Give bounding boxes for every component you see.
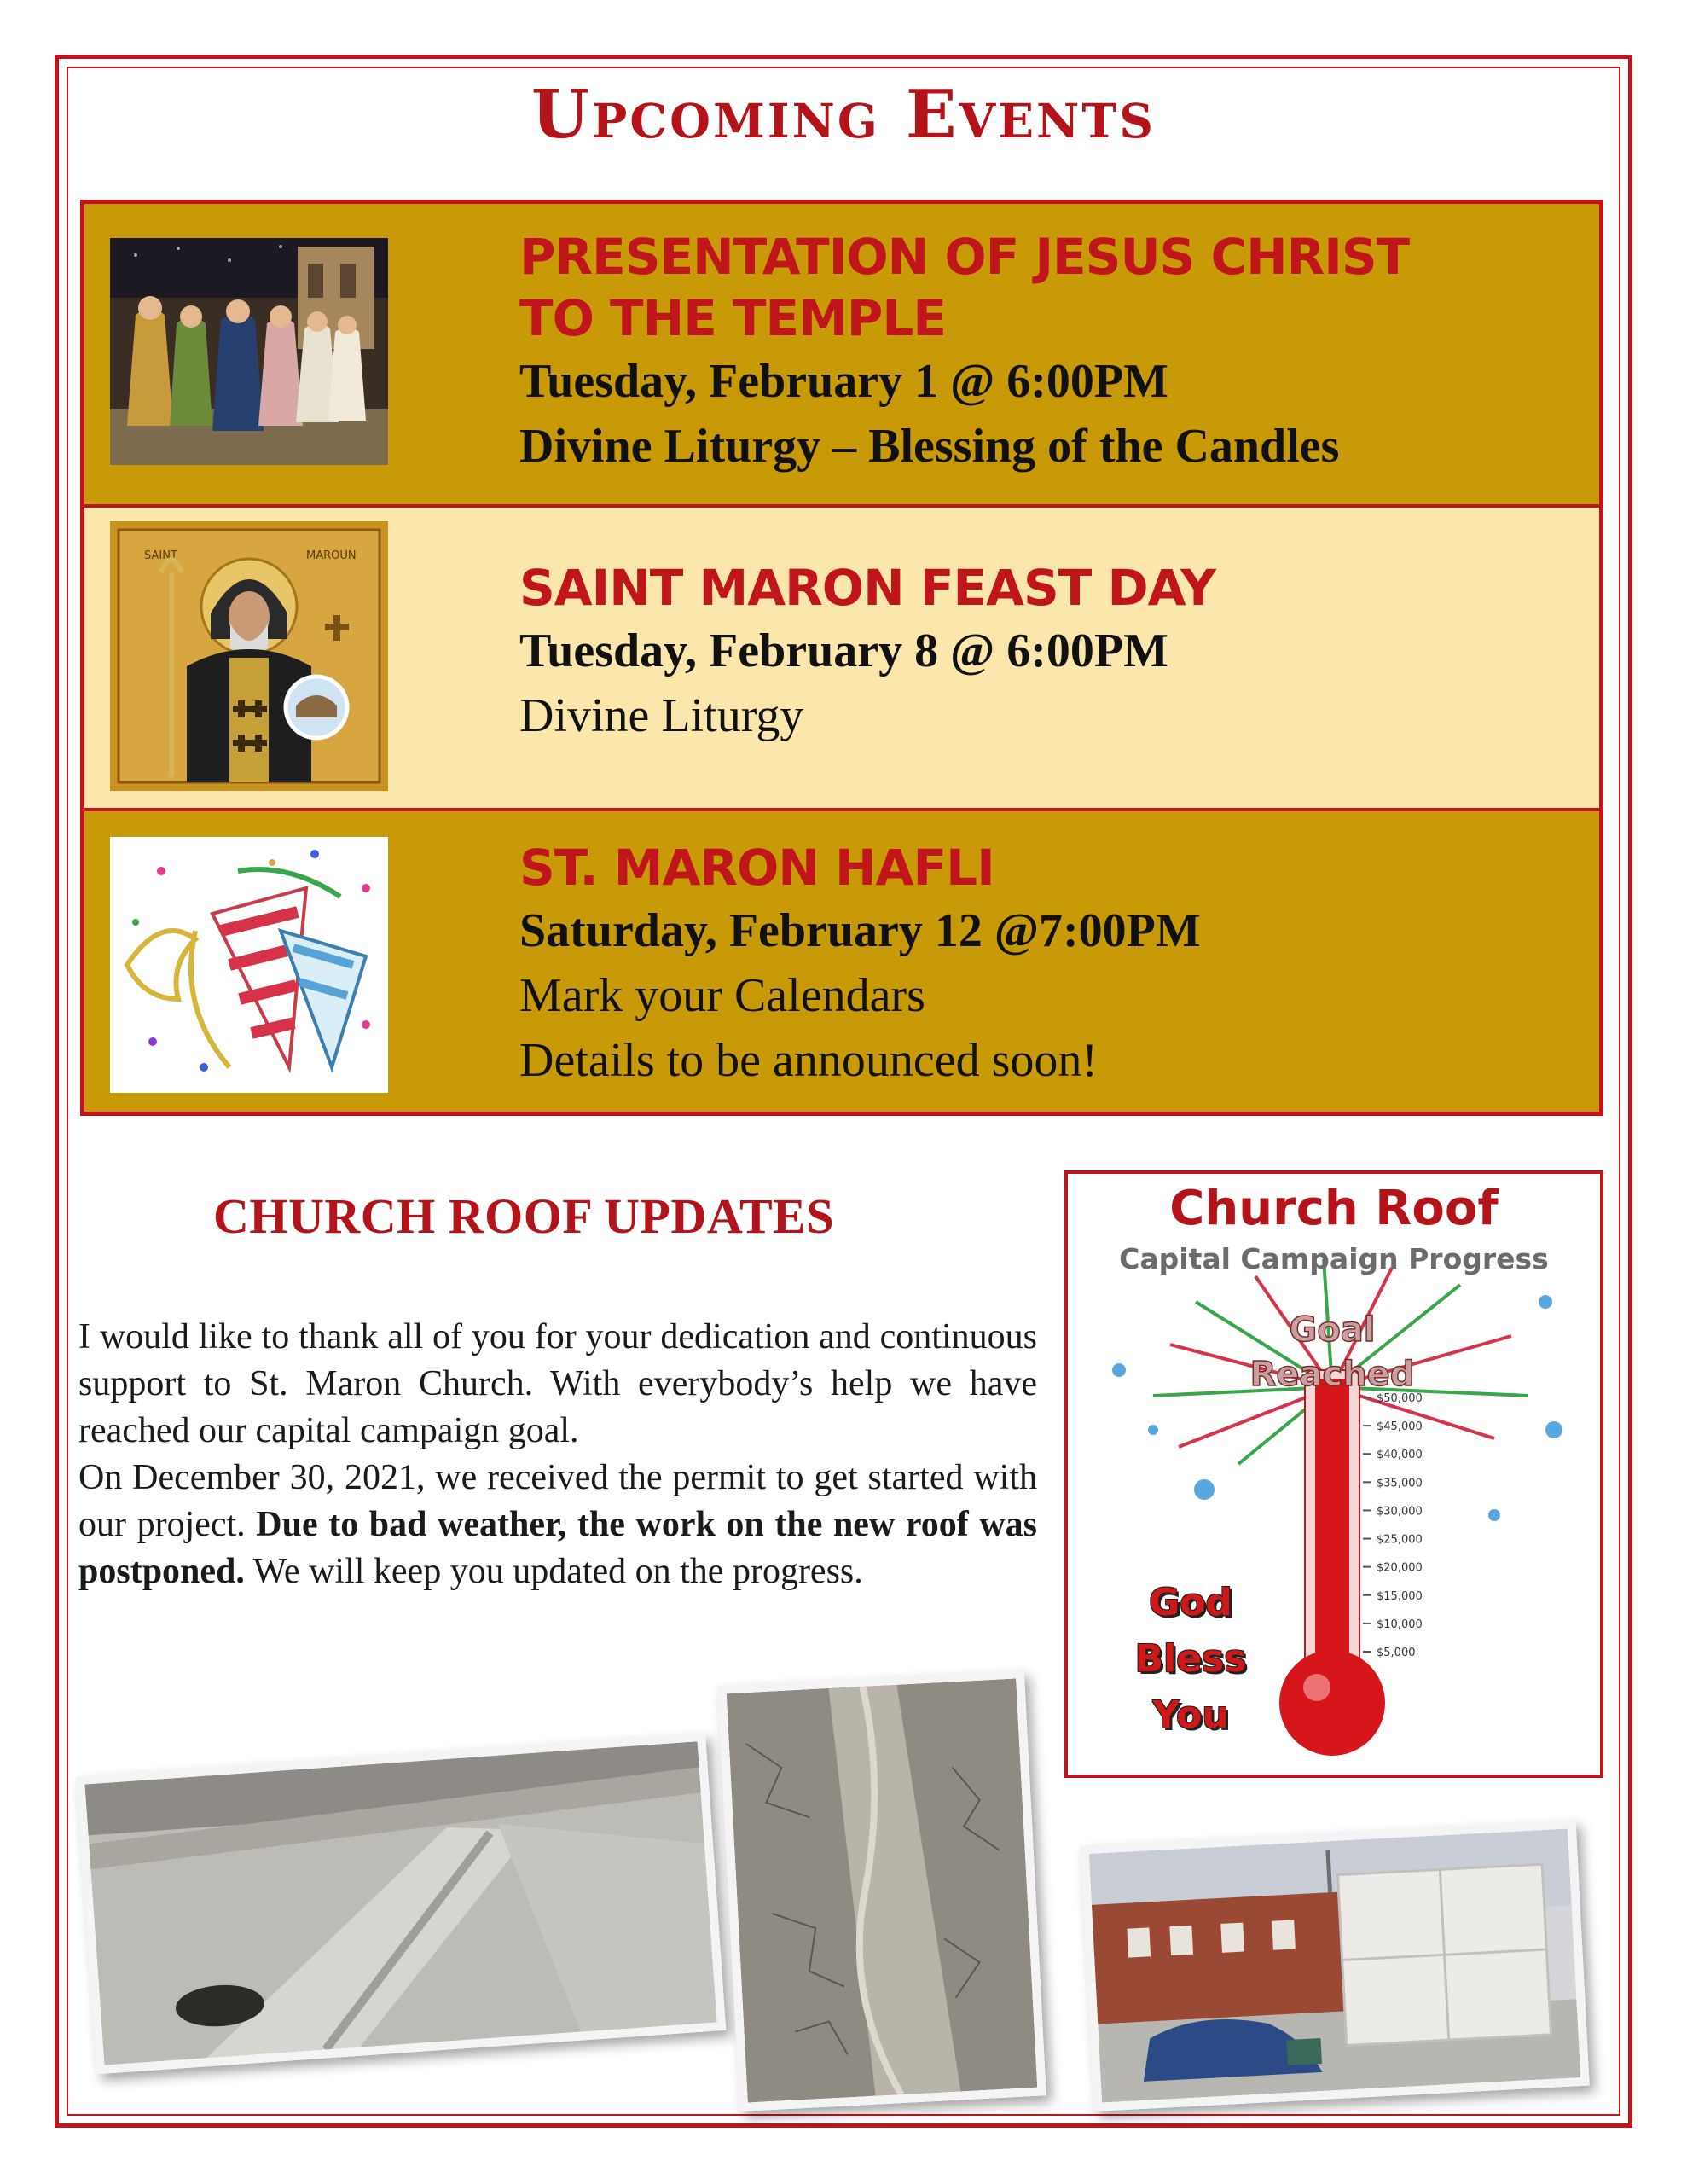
event-details [519,557,1574,748]
goal-text: Goal [1289,1310,1376,1350]
roof-update-text [78,1314,1037,1595]
scale-label: $50,000 [1377,1392,1423,1405]
roof-photo-3 [1080,1820,1590,2111]
roof-paragraph-2-end: We will keep you updated on the progress. [244,1552,863,1591]
event-row-saint-maron [84,508,1599,811]
campaign-progress-poster [1064,1170,1603,1778]
event-title-line2: TO THE TEMPLE [519,289,946,347]
presentation-icon-image [110,238,388,465]
scale-label: $10,000 [1377,1618,1423,1631]
bless-line: Bless [1134,1637,1247,1681]
event-row-presentation [84,204,1599,508]
party-hats-image [110,837,388,1093]
event-title-line1: PRESENTATION OF JESUS CHRIST [519,228,1410,286]
god-line: God [1149,1581,1232,1624]
roof-photo-1 [76,1733,727,2075]
event-detail: Divine Liturgy [519,689,804,742]
event-detail: Details to be announced soon! [519,1034,1099,1087]
saint-maron-icon-image [110,521,388,791]
thermometer-fill [1315,1379,1349,1677]
scale-label: $15,000 [1377,1589,1423,1603]
scale-label: $25,000 [1377,1533,1423,1547]
roof-paragraph-1: I would like to thank all of you for your dedication and continuous support to St. Maron Church. With everybody’s help we have reached our capital campaign goal. [78,1317,1037,1450]
icon-label-left: SAINT [144,549,177,562]
roof-paragraph-2-bold: Due to bad weather, the work on the new roof was postponed. [78,1505,1037,1591]
you-line: You [1152,1693,1229,1737]
reached-text: Reached [1249,1355,1415,1394]
event-detail: Divine Liturgy – Blessing of the Candles [519,420,1340,473]
scale-label: $35,000 [1377,1477,1423,1490]
event-title: SAINT MARON FEAST DAY [519,559,1215,617]
scale-label: $45,000 [1377,1420,1423,1434]
page-title: Upcoming Events [530,76,1157,154]
event-datetime: Tuesday, February 1 @ 6:00PM [519,355,1168,408]
icon-label-right: MAROUN [306,549,357,562]
scale-label: $5,000 [1377,1647,1416,1659]
scale-label: $20,000 [1377,1561,1423,1575]
event-datetime: Saturday, February 12 @7:00PM [519,904,1201,957]
scale-label: $30,000 [1377,1505,1423,1519]
scale-label: $40,000 [1377,1449,1423,1462]
roof-paragraph-2-start: On December 30, 2021, we received the permit to get started with our project. [78,1458,1037,1544]
roof-paragraph-2 [78,1455,1037,1595]
event-row-hafli [84,811,1599,1112]
event-title: ST. MARON HAFLI [519,839,994,897]
roof-heading: CHURCH ROOF UPDATES [213,1188,835,1244]
event-detail: Mark your Calendars [519,969,925,1022]
god-bless-you [1105,1575,1276,1744]
campaign-title: Church Roof [1169,1181,1499,1236]
campaign-subtitle: Capital Campaign Progress [1119,1242,1549,1275]
event-details [519,226,1574,479]
roof-photo-2 [717,1670,1046,2111]
events-table [80,200,1603,1116]
event-datetime: Tuesday, February 8 @ 6:00PM [519,624,1168,677]
event-details [519,837,1574,1093]
